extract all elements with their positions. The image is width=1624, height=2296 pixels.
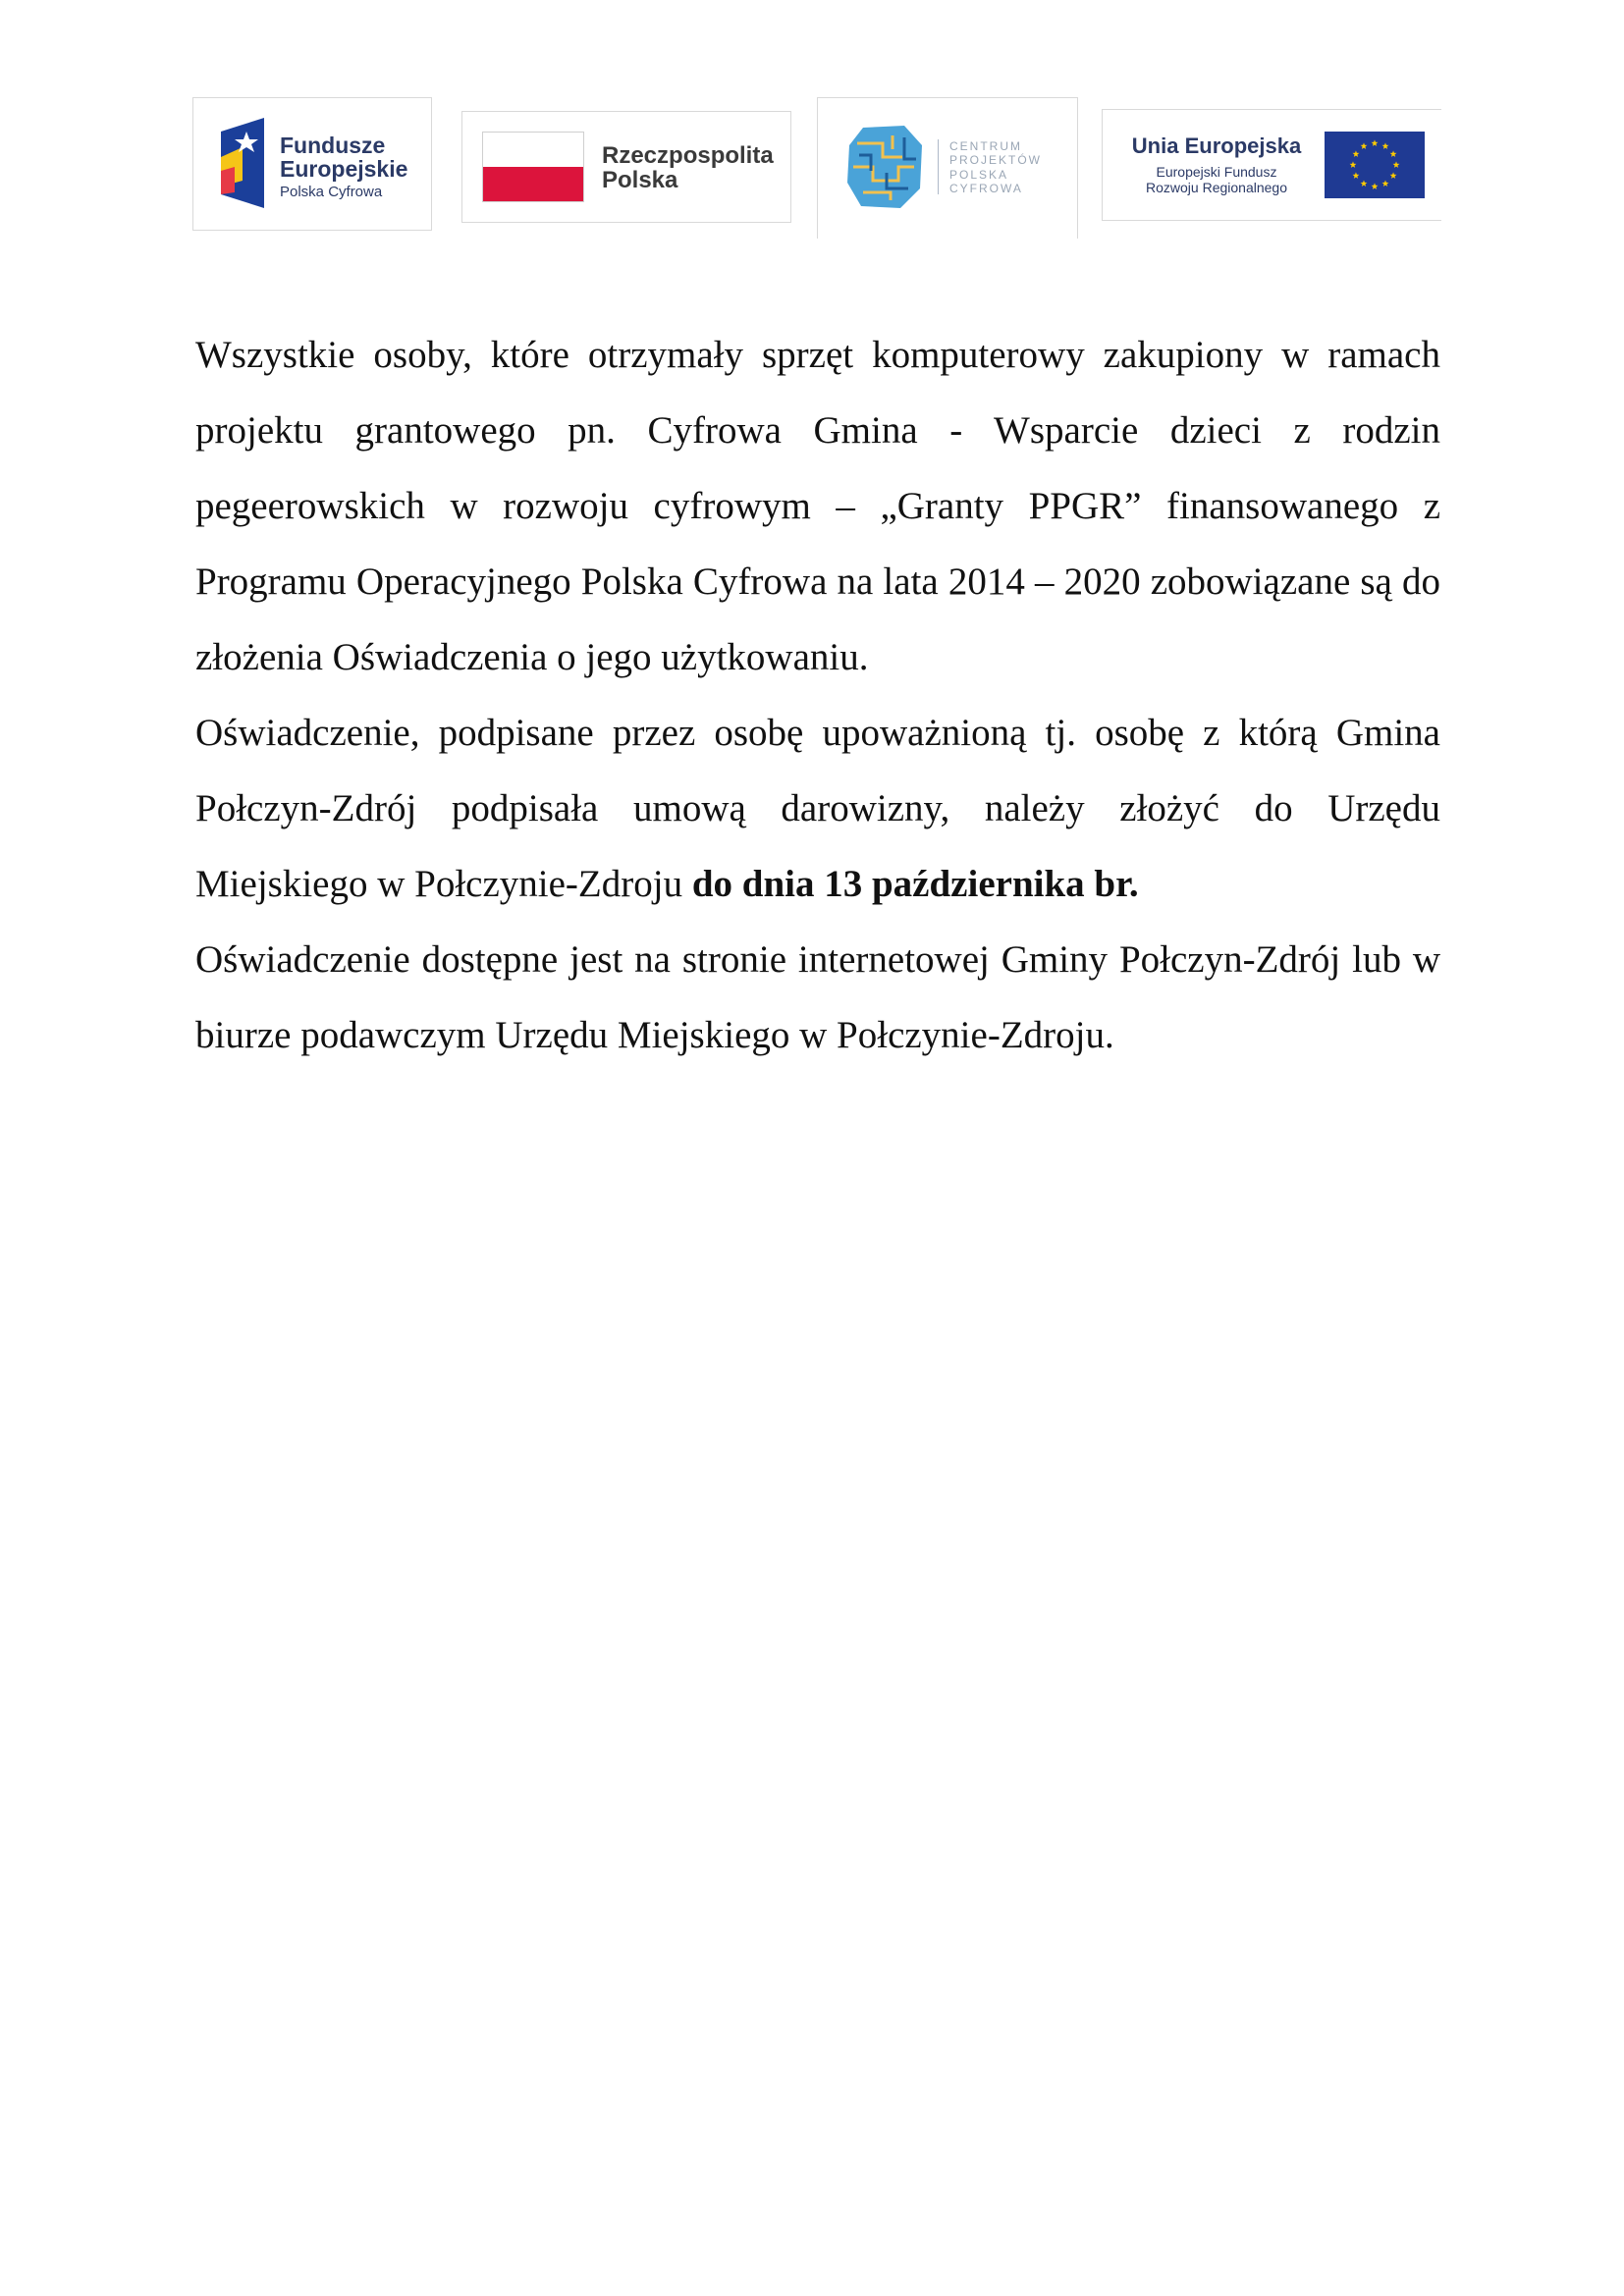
unia-europejska-wordmark (1120, 133, 1313, 195)
paragraph-2 (195, 695, 1440, 922)
cppc-line3: POLSKA (949, 167, 1009, 182)
unia-line1: Unia Europejska (1131, 133, 1302, 158)
centrum-projektow-polska-cyfrowa-logo (817, 97, 1078, 239)
polish-flag-icon (482, 132, 584, 202)
cppc-line1: CENTRUM (949, 139, 1022, 153)
rzeczpospolita-line2: Polska (602, 167, 678, 194)
rzeczpospolita-line1: Rzeczpospolita (602, 142, 774, 169)
rzeczpospolita-polska-logo (461, 111, 791, 223)
fundusze-europejskie-wordmark (280, 133, 407, 200)
cppc-map-emblem-icon (843, 124, 926, 210)
document-body (195, 317, 1440, 1073)
rzeczpospolita-wordmark (602, 143, 774, 192)
fundusze-europejskie-emblem-icon (213, 118, 268, 208)
fundusze-line2: Europejskie (280, 156, 408, 183)
paragraph-3: Oświadczenie dostępne jest na stronie internetowej Gminy Połczyn-Zdrój lub w biurze podawczym Urzędu Miejskiego w Połczynie-Zdroju. (195, 938, 1440, 1056)
fundusze-line3: Polska Cyfrowa (280, 184, 383, 201)
deadline-bold: do dnia 13 października br. (691, 863, 1139, 905)
cppc-line2: PROJEKTÓW (949, 153, 1043, 168)
paragraph-2-text: Oświadczenie, podpisane przez osobę upoważnioną tj. osobę z którą Gmina Połczyn-Zdrój podpisała umową darowizny, należy złożyć do Urzędu Miejskiego w Połczynie-Zdroju (195, 712, 1440, 905)
cppc-line4: CYFROWA (949, 182, 1023, 196)
unia-line3: Rozwoju Regionalnego (1146, 180, 1287, 196)
cppc-wordmark (949, 139, 1042, 196)
eu-flag-icon (1325, 132, 1425, 198)
paragraph-1: Wszystkie osoby, które otrzymały sprzęt komputerowy zakupiony w ramach projektu grantowego pn. Cyfrowa Gmina - Wsparcie dzieci z rodzin pegeerowskich w rozwoju cyfrowym – „Granty PPGR” finansowanego z Programu Operacyjnego Polska Cyfrowa na lata 2014 – 2020 zobowiązane są do złożenia Oświadczenia o jego użytkowaniu. (195, 334, 1440, 678)
fundusze-line1: Fundusze (280, 133, 386, 158)
unia-line2: Europejski Fundusz (1156, 164, 1277, 181)
unia-europejska-logo (1102, 109, 1441, 221)
cppc-separator (938, 139, 939, 194)
fundusze-europejskie-logo (192, 97, 432, 231)
